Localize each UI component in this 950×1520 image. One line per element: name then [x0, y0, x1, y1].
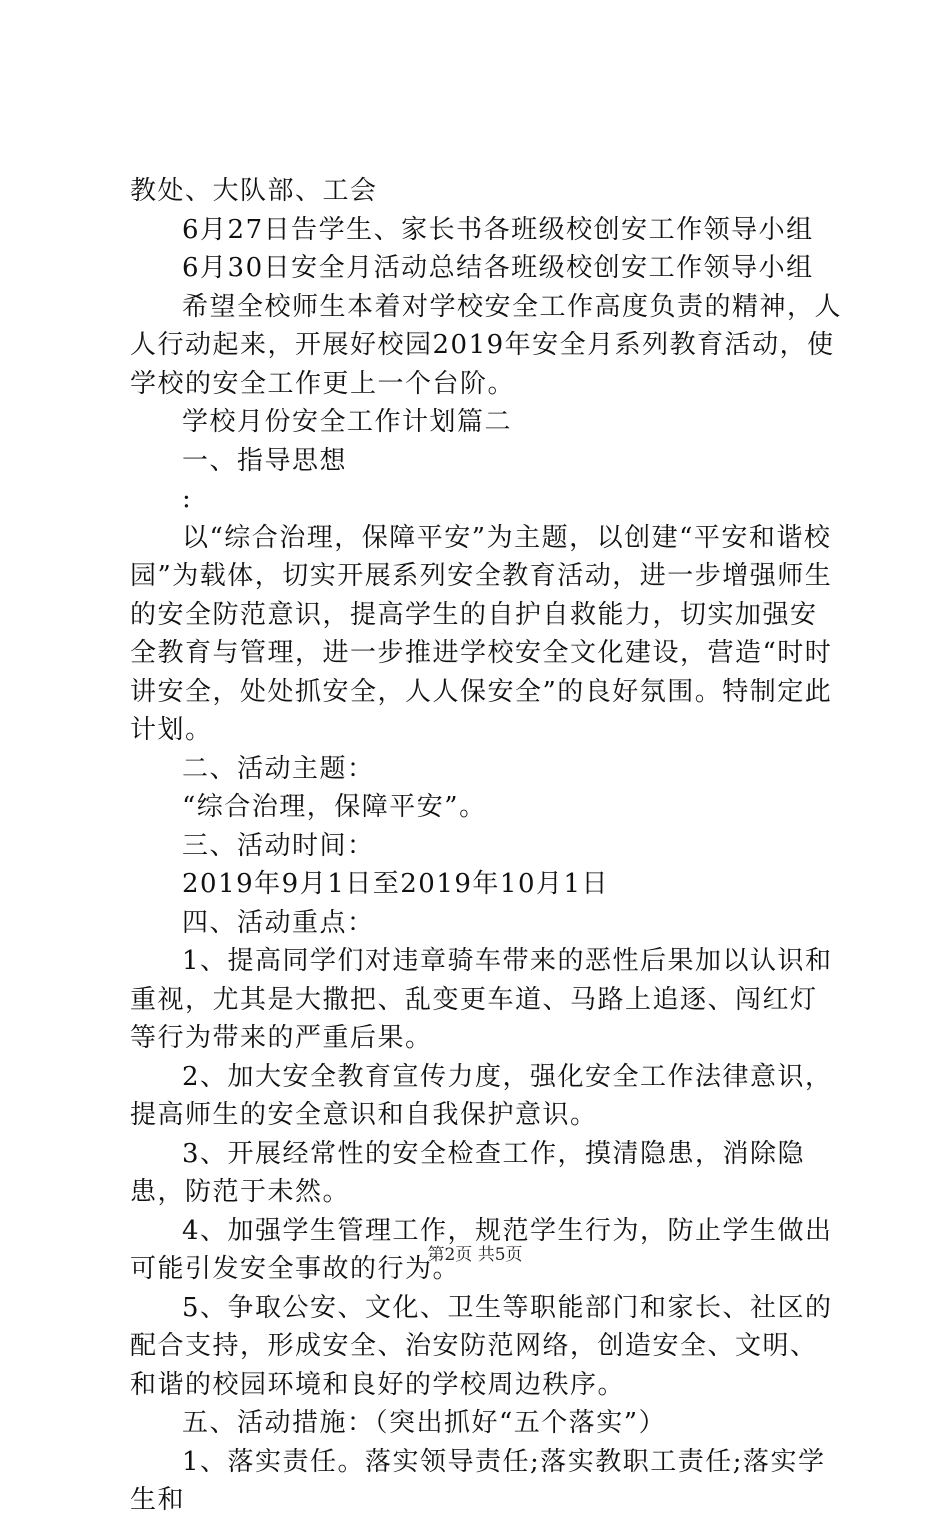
heading: 一、指导思想: [182, 445, 348, 476]
list-item: 2、加大安全教育宣传力度，强化安全工作法律意识，提高师生的安全意识和自我保护意识。: [130, 1061, 833, 1130]
paragraph: “综合治理，保障平安”。: [182, 792, 487, 822]
section-title: 学校月份安全工作计划篇二: [182, 407, 513, 437]
list-item: 1、落实责任。落实领导责任;落实教职工责任;落实学生和: [130, 1446, 826, 1515]
paragraph: :: [182, 484, 193, 514]
document-body: [130, 172, 842, 1520]
list-item: 3、开展经常性的安全检查工作，摸清隐患，消除隐患，防范于未然。: [130, 1138, 806, 1207]
paragraph: 2019年9月1日至2019年10月1日: [182, 869, 610, 899]
list-item: 4、加强学生管理工作，规范学生行为，防止学生做出可能引发安全事故的行为。: [130, 1215, 833, 1284]
heading: 五、活动措施：（突出抓好“五个落实”）: [182, 1408, 667, 1438]
paragraph: 教处、大队部、工会: [130, 176, 378, 206]
paragraph: 希望全校师生本着对学校安全工作高度负责的精神，人人行动起来，开展好校园2019年安全月系列教育活动，使学校的安全工作更上一个台阶。: [130, 291, 843, 399]
page-number-footer: 第2页 共5页: [427, 1245, 523, 1265]
heading: 三、活动时间：: [182, 830, 375, 861]
paragraph: 6月30日安全月活动总结各班级校创安工作领导小组: [182, 253, 814, 283]
paragraph: 以“综合治理，保障平安”为主题，以创建“平安和谐校园”为载体，切实开展系列安全教育活动，进一步增强师生的安全防范意识，提高学生的自护自救能力，切实加强安全教育与管理，进一步推进学校安全文化建设，营造“时时讲安全，处处抓安全，人人保安全”的良好氛围。特制定此计划。: [130, 522, 833, 745]
list-item: 1、提高同学们对违章骑车带来的恶性后果加以认识和重视，尤其是大撒把、乱变更车道、马路上追逐、闯红灯等行为带来的严重后果。: [130, 946, 833, 1053]
heading: 四、活动重点：: [182, 907, 375, 938]
list-item: 5、争取公安、文化、卫生等职能部门和家长、社区的配合支持，形成安全、治安防范网络，创造安全、文明、和谐的校园环境和良好的学校周边秩序。: [130, 1292, 833, 1400]
paragraph: 6月27日告学生、家长书各班级校创安工作领导小组: [182, 214, 814, 245]
heading: 二、活动主题：: [182, 753, 375, 784]
